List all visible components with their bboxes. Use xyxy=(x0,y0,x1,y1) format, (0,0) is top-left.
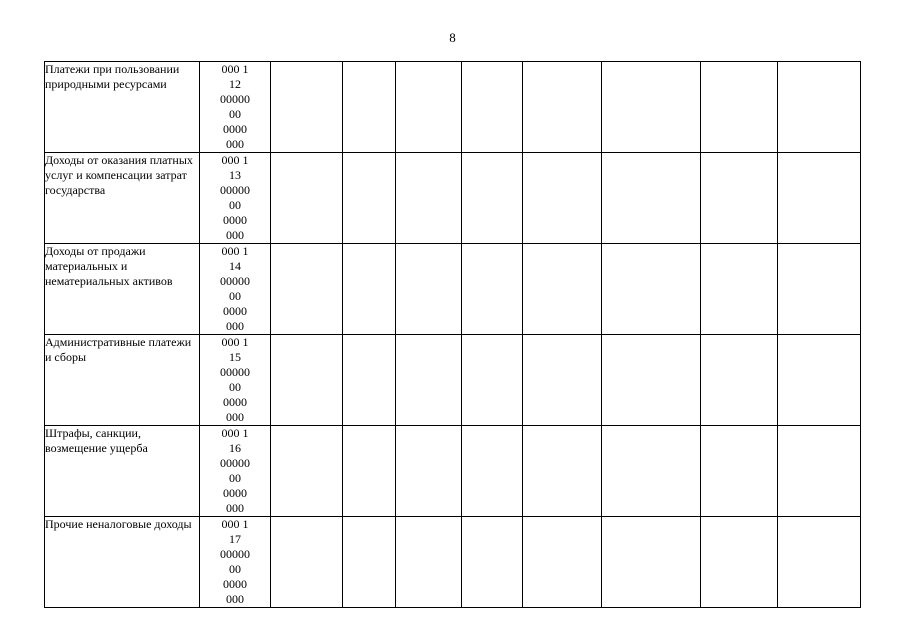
empty-value-cell xyxy=(271,517,343,608)
code-part: 000 xyxy=(226,137,244,151)
code-part: 00000 xyxy=(220,92,250,106)
table-body xyxy=(45,62,861,608)
revenue-table xyxy=(44,61,861,608)
empty-value-cell xyxy=(778,426,861,517)
empty-value-cell xyxy=(396,517,462,608)
code-part: 000 xyxy=(226,410,244,424)
empty-value-cell xyxy=(602,244,701,335)
code-part: 000 xyxy=(226,592,244,606)
code-part: 00000 xyxy=(220,547,250,561)
empty-value-cell xyxy=(602,153,701,244)
empty-value-cell xyxy=(343,153,396,244)
row-code-cell xyxy=(200,426,271,517)
empty-value-cell xyxy=(778,153,861,244)
table-row xyxy=(45,517,861,608)
code-part: 0000 xyxy=(223,577,247,591)
row-code-cell xyxy=(200,335,271,426)
row-name-cell: Прочие неналоговые доходы xyxy=(45,517,200,608)
row-name-cell: Административные платежи и сборы xyxy=(45,335,200,426)
empty-value-cell xyxy=(701,335,778,426)
code-part: 000 1 xyxy=(221,517,249,531)
empty-value-cell xyxy=(462,244,523,335)
table-row xyxy=(45,244,861,335)
code-part: 15 xyxy=(229,350,241,364)
empty-value-cell xyxy=(778,244,861,335)
row-name-cell: Штрафы, санкции, возмещение ущерба xyxy=(45,426,200,517)
code-part: 00000 xyxy=(220,183,250,197)
empty-value-cell xyxy=(396,62,462,153)
code-part: 00 xyxy=(229,562,241,576)
empty-value-cell xyxy=(462,335,523,426)
empty-value-cell xyxy=(523,153,602,244)
code-part: 14 xyxy=(229,259,241,273)
code-part: 12 xyxy=(229,77,241,91)
empty-value-cell xyxy=(396,335,462,426)
empty-value-cell xyxy=(523,335,602,426)
code-part: 0000 xyxy=(223,486,247,500)
empty-value-cell xyxy=(462,426,523,517)
empty-value-cell xyxy=(396,426,462,517)
empty-value-cell xyxy=(701,62,778,153)
empty-value-cell xyxy=(343,335,396,426)
code-part: 0000 xyxy=(223,122,247,136)
empty-value-cell xyxy=(343,517,396,608)
code-part: 00 xyxy=(229,198,241,212)
empty-value-cell xyxy=(701,153,778,244)
empty-value-cell xyxy=(271,244,343,335)
table-row xyxy=(45,335,861,426)
empty-value-cell xyxy=(523,426,602,517)
code-part: 17 xyxy=(229,532,241,546)
code-part: 000 xyxy=(226,501,244,515)
empty-value-cell xyxy=(701,426,778,517)
code-part: 00 xyxy=(229,380,241,394)
empty-value-cell xyxy=(271,62,343,153)
empty-value-cell xyxy=(602,426,701,517)
row-code-cell xyxy=(200,62,271,153)
table-row xyxy=(45,426,861,517)
row-code-cell xyxy=(200,517,271,608)
code-part: 000 1 xyxy=(221,335,249,349)
empty-value-cell xyxy=(271,335,343,426)
empty-value-cell xyxy=(778,517,861,608)
empty-value-cell xyxy=(462,62,523,153)
empty-value-cell xyxy=(602,335,701,426)
row-code-cell xyxy=(200,244,271,335)
code-part: 00 xyxy=(229,107,241,121)
code-part: 00 xyxy=(229,289,241,303)
empty-value-cell xyxy=(523,517,602,608)
empty-value-cell xyxy=(701,517,778,608)
empty-value-cell xyxy=(602,62,701,153)
empty-value-cell xyxy=(271,153,343,244)
code-part: 0000 xyxy=(223,304,247,318)
code-part: 00 xyxy=(229,471,241,485)
page-number: 8 xyxy=(449,30,456,45)
empty-value-cell xyxy=(343,62,396,153)
code-part: 000 1 xyxy=(221,426,249,440)
code-part: 13 xyxy=(229,168,241,182)
empty-value-cell xyxy=(343,426,396,517)
code-part: 000 1 xyxy=(221,244,249,258)
table-row xyxy=(45,153,861,244)
empty-value-cell xyxy=(701,244,778,335)
empty-value-cell xyxy=(462,517,523,608)
table-row xyxy=(45,62,861,153)
row-name-cell: Платежи при пользовании природными ресурсами xyxy=(45,62,200,153)
code-part: 000 1 xyxy=(221,62,249,76)
empty-value-cell xyxy=(523,244,602,335)
code-part: 00000 xyxy=(220,365,250,379)
empty-value-cell xyxy=(523,62,602,153)
row-name-cell: Доходы от продажи материальных и нематериальных активов xyxy=(45,244,200,335)
empty-value-cell xyxy=(271,426,343,517)
empty-value-cell xyxy=(396,153,462,244)
code-part: 000 1 xyxy=(221,153,249,167)
empty-value-cell xyxy=(343,244,396,335)
code-part: 0000 xyxy=(223,395,247,409)
code-part: 000 xyxy=(226,319,244,333)
empty-value-cell xyxy=(462,153,523,244)
empty-value-cell xyxy=(602,517,701,608)
code-part: 16 xyxy=(229,441,241,455)
empty-value-cell xyxy=(778,335,861,426)
code-part: 00000 xyxy=(220,274,250,288)
code-part: 0000 xyxy=(223,213,247,227)
empty-value-cell xyxy=(396,244,462,335)
code-part: 00000 xyxy=(220,456,250,470)
code-part: 000 xyxy=(226,228,244,242)
empty-value-cell xyxy=(778,62,861,153)
row-code-cell xyxy=(200,153,271,244)
row-name-cell: Доходы от оказания платных услуг и компенсации затрат государства xyxy=(45,153,200,244)
